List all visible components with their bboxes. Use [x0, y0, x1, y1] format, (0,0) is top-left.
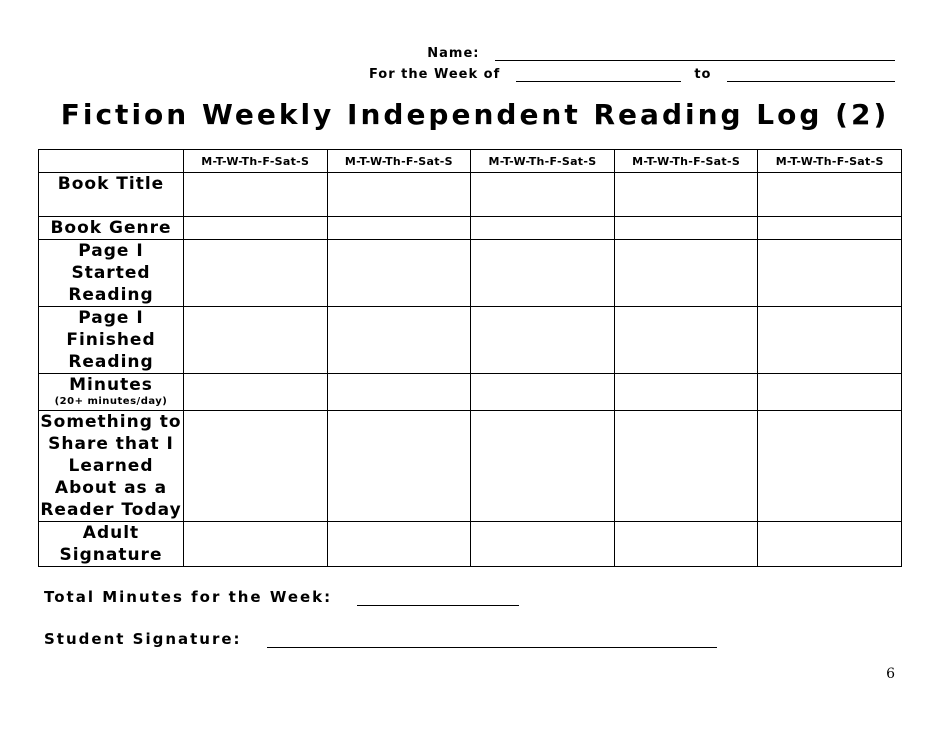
table-row [39, 374, 902, 411]
table-row [39, 307, 902, 374]
entry-cell[interactable] [184, 173, 328, 217]
entry-cell[interactable] [614, 307, 758, 374]
week-label: For the Week of [368, 67, 501, 82]
entry-cell[interactable] [758, 173, 902, 217]
day-header-row [39, 150, 902, 173]
entry-cell[interactable] [471, 374, 615, 411]
total-minutes-label: Total Minutes for the Week: [44, 588, 333, 606]
day-header: M-T-W-Th-F-Sat-S [758, 150, 902, 173]
entry-cell[interactable] [471, 217, 615, 240]
entry-cell[interactable] [614, 522, 758, 567]
row-label: Something to Share that I Learned About as a Reader Today [40, 412, 182, 520]
row-label: Page I Finished Reading [39, 307, 184, 374]
day-header: M-T-W-Th-F-Sat-S [471, 150, 615, 173]
entry-cell[interactable] [758, 217, 902, 240]
entry-cell[interactable] [614, 217, 758, 240]
student-signature-field[interactable] [267, 635, 717, 648]
entry-cell[interactable] [184, 307, 328, 374]
table-row [39, 240, 902, 307]
week-start-field[interactable] [516, 69, 681, 82]
entry-cell[interactable] [327, 522, 471, 567]
row-label: Adult Signature [39, 522, 184, 567]
row-label-text: Minutes [69, 375, 153, 395]
entry-cell[interactable] [471, 411, 615, 522]
entry-cell[interactable] [758, 411, 902, 522]
entry-cell[interactable] [758, 240, 902, 307]
reading-log-table [38, 149, 902, 567]
table-row [39, 411, 902, 522]
entry-cell[interactable] [184, 411, 328, 522]
entry-cell[interactable] [327, 307, 471, 374]
row-sublabel: (20+ minutes/day) [54, 396, 168, 407]
entry-cell[interactable] [184, 240, 328, 307]
entry-cell[interactable] [327, 217, 471, 240]
day-header: M-T-W-Th-F-Sat-S [327, 150, 471, 173]
entry-cell[interactable] [471, 522, 615, 567]
entry-cell[interactable] [327, 173, 471, 217]
week-end-field[interactable] [727, 69, 895, 82]
day-header: M-T-W-Th-F-Sat-S [184, 150, 328, 173]
day-header: M-T-W-Th-F-Sat-S [614, 150, 758, 173]
name-row [427, 46, 895, 61]
row-label: Book Genre [39, 217, 184, 240]
total-minutes-field[interactable] [357, 593, 519, 606]
entry-cell[interactable] [758, 307, 902, 374]
total-minutes-row [44, 588, 519, 606]
entry-cell[interactable] [184, 522, 328, 567]
name-field[interactable] [495, 48, 895, 61]
table-row [39, 217, 902, 240]
entry-cell[interactable] [758, 522, 902, 567]
entry-cell[interactable] [184, 217, 328, 240]
table-row [39, 522, 902, 567]
page-number: 6 [886, 666, 895, 682]
to-label: to [694, 67, 712, 82]
entry-cell[interactable] [758, 374, 902, 411]
corner-cell [39, 150, 184, 173]
entry-cell[interactable] [614, 173, 758, 217]
entry-cell[interactable] [614, 240, 758, 307]
table-row [39, 173, 902, 217]
entry-cell[interactable] [327, 374, 471, 411]
entry-cell[interactable] [471, 173, 615, 217]
row-label [39, 374, 184, 411]
row-label: Book Title [39, 173, 184, 217]
entry-cell[interactable] [327, 240, 471, 307]
student-signature-row [44, 630, 717, 648]
entry-cell[interactable] [327, 411, 471, 522]
entry-cell[interactable] [471, 307, 615, 374]
week-row [369, 67, 895, 82]
row-label: Page I Started Reading [39, 240, 184, 307]
name-label: Name: [427, 46, 480, 61]
entry-cell[interactable] [184, 374, 328, 411]
page-title: Fiction Weekly Independent Reading Log (2) [60, 98, 890, 131]
entry-cell[interactable] [614, 411, 758, 522]
entry-cell[interactable] [471, 240, 615, 307]
student-signature-label: Student Signature: [44, 630, 242, 648]
entry-cell[interactable] [614, 374, 758, 411]
